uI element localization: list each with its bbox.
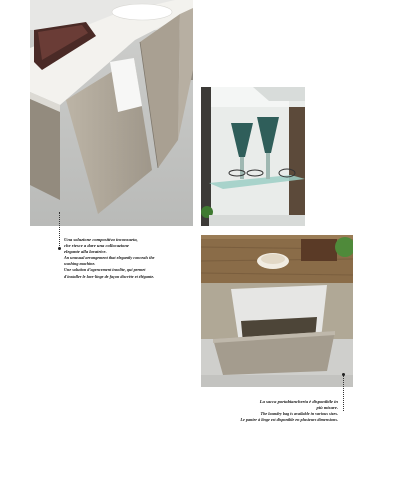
caption-1-it-line-3: elegante alla lavatrice. (64, 249, 107, 255)
caption-2-it-line-1: La sacca portabiancheria è disponibile in (259, 399, 338, 404)
caption-washing-machine (64, 237, 182, 280)
dotted-rule-top (59, 212, 60, 248)
caption-2-en-line-1: The laundry bag is available in various sizes. (260, 411, 338, 417)
caption-1-fr-line-1: Une solution d'agencement insolite, qui permet (64, 267, 146, 273)
caption-1-fr-line-2: d'installer le lave-linge de façon discrète et élégante. (64, 273, 155, 279)
cabinet-photo (30, 0, 193, 226)
caption-2-it-line-2: più misure. (316, 405, 338, 411)
dotted-rule-bottom-end (342, 373, 345, 376)
caption-1-it-line-1: Una soluzione compositiva inconsueta, (64, 237, 138, 242)
caption-2-fr-line-1: Le panier à linge est disponible en plusieurs dimensions. (240, 417, 338, 423)
caption-laundry-bag (214, 399, 338, 423)
dotted-rule-bottom (343, 375, 344, 411)
dotted-rule-top-end (58, 247, 61, 250)
laundry-drawer-photo (201, 235, 353, 387)
caption-1-en-line-2: washing machine. (64, 261, 96, 267)
glass-shelf-photo (201, 87, 305, 226)
caption-1-en-line-1: An unusual arrangement that elegantly conceals the (64, 255, 155, 261)
caption-1-it-line-2: che riesce a dare una collocazione (64, 243, 129, 249)
